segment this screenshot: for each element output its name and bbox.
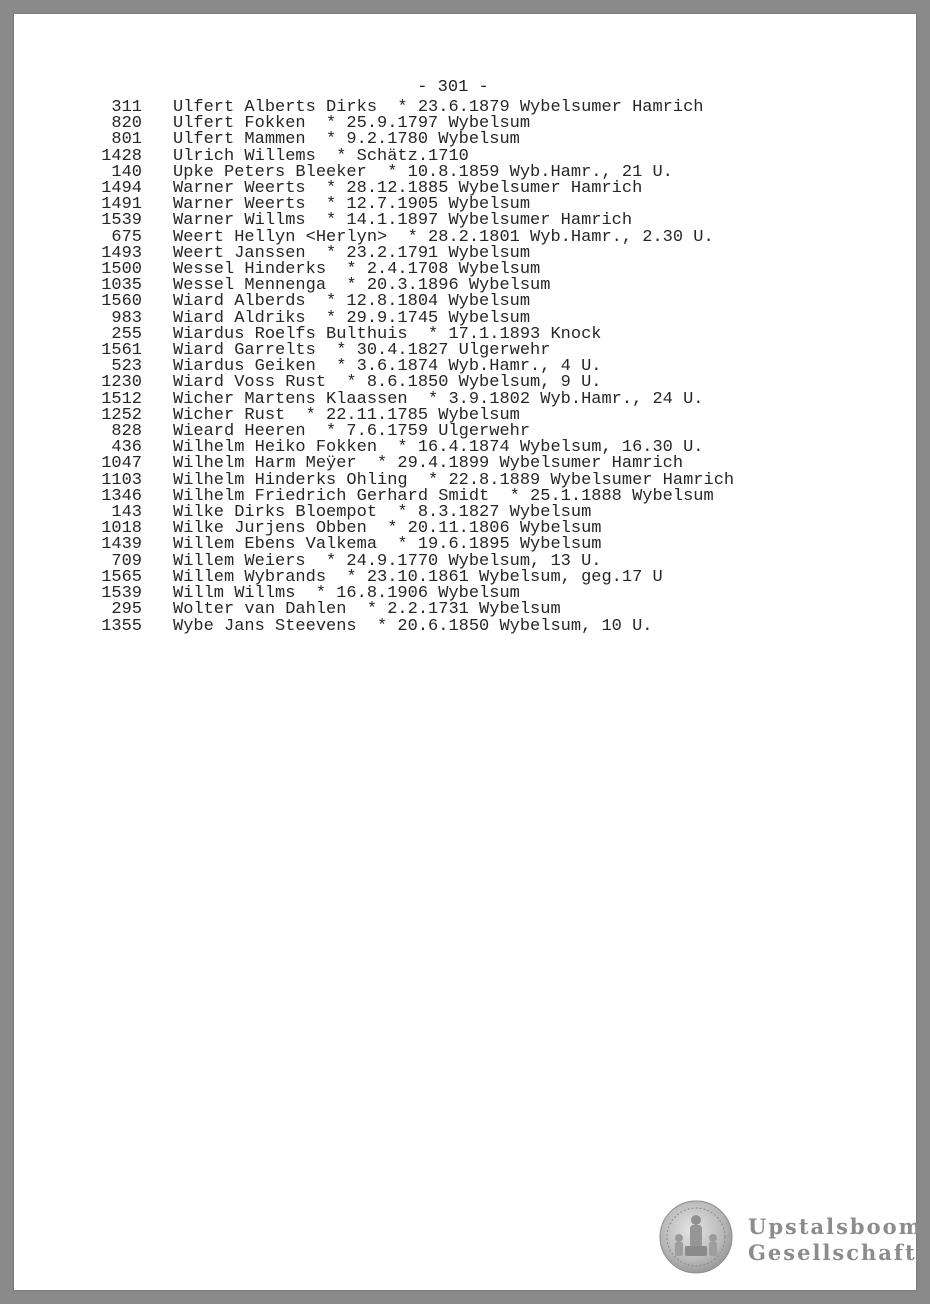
entry-number: 140 <box>111 162 142 182</box>
entry-text: Warner Weerts * 28.12.1885 Wybelsumer Hamrich <box>173 179 643 199</box>
entry-text: Wiard Garrelts * 30.4.1827 Ulgerwehr <box>173 341 551 361</box>
entry-text: Wybe Jans Steevens * 20.6.1850 Wybelsum, 10 U. <box>173 616 653 636</box>
entry-text: Wicher Rust * 22.11.1785 Wybelsum <box>173 405 520 425</box>
society-name <box>748 1214 923 1266</box>
society-name-line2: Gesellschaft <box>748 1240 917 1265</box>
entry-text: Wiardus Roelfs Bulthuis * 17.1.1893 Knock <box>173 324 602 344</box>
entry-number: 709 <box>111 551 142 571</box>
entry-text: Willem Weiers * 24.9.1770 Wybelsum, 13 U. <box>173 551 602 571</box>
entry-text: Ulrich Willems * Schätz.1710 <box>173 146 469 166</box>
entry-number: 1047 <box>101 454 142 474</box>
entry-number: 1230 <box>101 373 142 393</box>
entry-text: Willem Wybrands * 23.10.1861 Wybelsum, geg.17 U <box>173 567 663 587</box>
entry-number: 1355 <box>101 616 142 636</box>
entry-number: 1512 <box>101 389 142 409</box>
entry-number: 801 <box>111 130 142 150</box>
entry-number: 1500 <box>101 260 142 280</box>
entry-number: 1018 <box>101 519 142 539</box>
entry-text: Weert Hellyn <Herlyn> * 28.2.1801 Wyb.Hamr., 2.30 U. <box>173 227 714 247</box>
entry-text: Wiardus Geiken * 3.6.1874 Wyb.Hamr., 4 U. <box>173 357 602 377</box>
entry-number: 828 <box>111 422 142 442</box>
entry-number: 983 <box>111 308 142 328</box>
entry-number: 820 <box>111 114 142 134</box>
seal-icon <box>659 1200 733 1274</box>
entry-number: 1439 <box>101 535 142 555</box>
entry-text: Wiard Voss Rust * 8.6.1850 Wybelsum, 9 U. <box>173 373 602 393</box>
entry-text: Wessel Hinderks * 2.4.1708 Wybelsum <box>173 260 541 280</box>
entry-text: Wolter van Dahlen * 2.2.1731 Wybelsum <box>173 600 561 620</box>
entry-number: 675 <box>111 227 142 247</box>
list-item <box>14 616 734 636</box>
entry-number: 255 <box>111 324 142 344</box>
entry-text: Wicher Martens Klaassen * 3.9.1802 Wyb.Hamr., 24 U. <box>173 389 704 409</box>
entry-number: 1428 <box>101 146 142 166</box>
entry-text: Willm Willms * 16.8.1906 Wybelsum <box>173 584 520 604</box>
entry-text: Wilke Jurjens Obben * 20.11.1806 Wybelsum <box>173 519 602 539</box>
entry-text: Willem Ebens Valkema * 19.6.1895 Wybelsum <box>173 535 602 555</box>
entry-text: Wiard Aldriks * 29.9.1745 Wybelsum <box>173 308 531 328</box>
entry-number: 1539 <box>101 211 142 231</box>
entry-text: Ulfert Fokken * 25.9.1797 Wybelsum <box>173 114 531 134</box>
entry-number: 1035 <box>101 276 142 296</box>
entry-text: Warner Willms * 14.1.1897 Wybelsumer Hamrich <box>173 211 633 231</box>
entry-number: 1560 <box>101 292 142 312</box>
entry-text: Ulfert Alberts Dirks * 23.6.1879 Wybelsumer Hamrich <box>173 98 704 117</box>
entry-number: 1493 <box>101 243 142 263</box>
entry-number: 1539 <box>101 584 142 604</box>
entry-text: Wilhelm Friedrich Gerhard Smidt * 25.1.1888 Wybelsum <box>173 486 714 506</box>
entry-text: Wilhelm Hinderks Ohling * 22.8.1889 Wybelsumer Hamrich <box>173 470 735 490</box>
entry-number: 143 <box>111 503 142 523</box>
entry-text: Wessel Mennenga * 20.3.1896 Wybelsum <box>173 276 551 296</box>
entry-number: 1565 <box>101 567 142 587</box>
entry-number: 436 <box>111 438 142 458</box>
society-name-line1: Upstalsboom <box>748 1214 923 1239</box>
entry-text: Ulfert Mammen * 9.2.1780 Wybelsum <box>173 130 520 150</box>
entry-number: 311 <box>111 98 142 117</box>
entry-number: 1491 <box>101 195 142 215</box>
entry-text: Wilhelm Harm Meÿer * 29.4.1899 Wybelsumer Hamrich <box>173 454 684 474</box>
entry-number: 1252 <box>101 405 142 425</box>
entry-text: Wieard Heeren * 7.6.1759 Ulgerwehr <box>173 422 531 442</box>
entry-number: 1494 <box>101 179 142 199</box>
entry-text: Upke Peters Bleeker * 10.8.1859 Wyb.Hamr., 21 U. <box>173 162 673 182</box>
entry-list <box>14 100 734 635</box>
entry-text: Wilhelm Heiko Fokken * 16.4.1874 Wybelsum, 16.30 U. <box>173 438 704 458</box>
entry-number: 1346 <box>101 486 142 506</box>
entry-number: 1561 <box>101 341 142 361</box>
entry-number: 523 <box>111 357 142 377</box>
page-number: - 301 - <box>417 78 489 97</box>
entry-text: Warner Weerts * 12.7.1905 Wybelsum <box>173 195 531 215</box>
entry-number: 295 <box>111 600 142 620</box>
entry-text: Wilke Dirks Bloempot * 8.3.1827 Wybelsum <box>173 503 592 523</box>
entry-number: 1103 <box>101 470 142 490</box>
document-page <box>14 14 923 1290</box>
entry-text: Wiard Alberds * 12.8.1804 Wybelsum <box>173 292 531 312</box>
entry-text: Weert Janssen * 23.2.1791 Wybelsum <box>173 243 531 263</box>
